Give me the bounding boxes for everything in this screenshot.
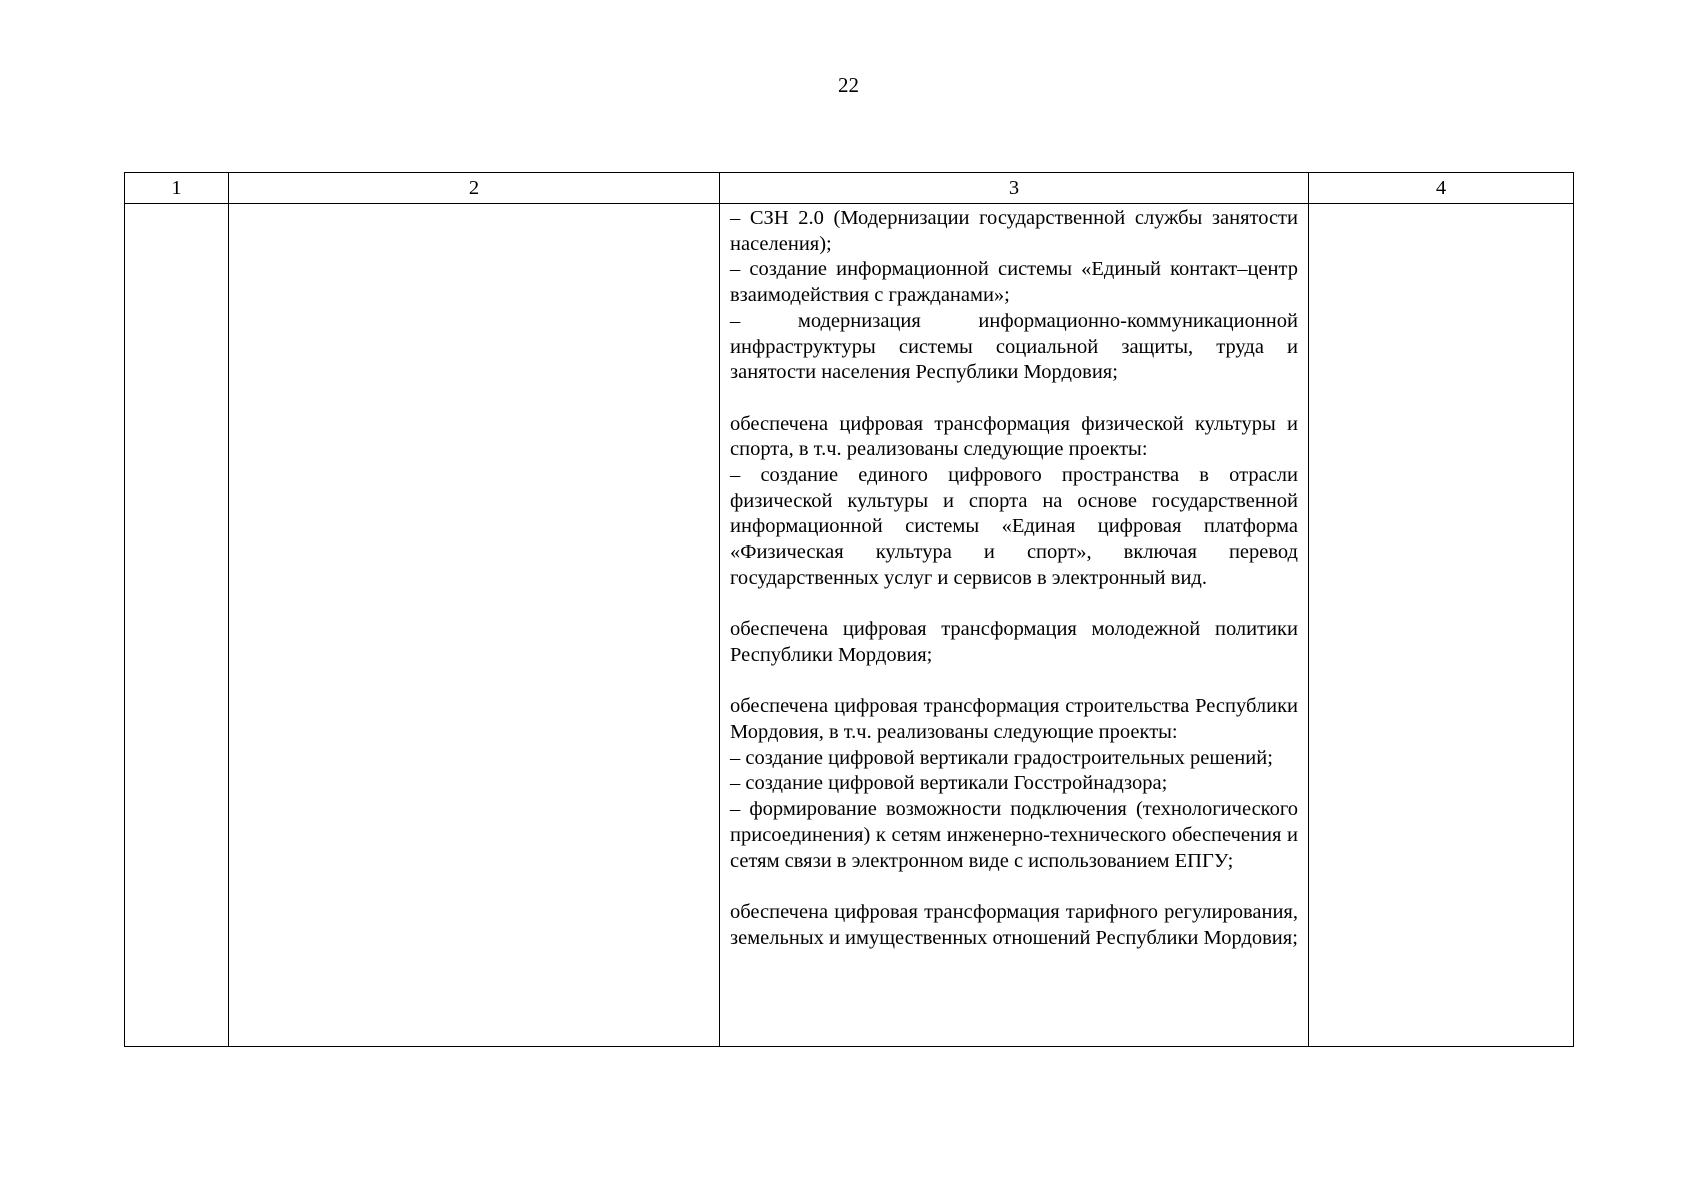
cell-col-3 <box>720 204 1309 1047</box>
cell-col-3-text <box>720 204 1308 1046</box>
cell-col-2 <box>229 204 720 1047</box>
column-header-1: 1 <box>125 173 229 204</box>
column-header-2: 2 <box>229 173 720 204</box>
table-header-row <box>125 173 1574 204</box>
paragraph-construction-transformation: обеспечена цифровая трансформация строительства Республики Мордовия, в т.ч. реализованы следующие проекты: <box>730 695 1298 744</box>
column-header-3: 3 <box>720 173 1309 204</box>
paragraph-ict-modernization: – модернизация информационно-коммуникационной инфраструктуры системы социальной защиты, труда и занятости населения Республики Мордовия; <box>730 309 1298 384</box>
paragraph-youth-policy: обеспечена цифровая трансформация молодежной политики Республики Мордовия; <box>730 618 1298 666</box>
document-table <box>124 172 1574 1047</box>
paragraph-szn: – СЗН 2.0 (Модернизации государственной службы занятости населения); <box>730 207 1298 255</box>
paragraph-gosstroynadzor: – создание цифровой вертикали Госстройнадзора; <box>730 772 1168 795</box>
paragraph-sport-platform: – создание единого цифрового пространства в отрасли физической культуры и спорта на основе государственной информационной системы «Единая цифровая платформа «Физическая культура и спорт», включая перевод государственных услуг и сервисов в электронный вид. <box>730 464 1298 589</box>
paragraph-sport-transformation: обеспечена цифровая трансформация физической культуры и спорта, в т.ч. реализованы следующие проекты: <box>730 412 1298 461</box>
paragraph-tariff-regulation: обеспечена цифровая трансформация тарифного регулирования, земельных и имущественных отношений Республики Мордовия; <box>730 900 1298 949</box>
cell-col-1 <box>125 204 229 1047</box>
paragraph-network-connection: – формирование возможности подключения (технологического присоединения) к сетям инженерно-технического обеспечения и сетям связи в электронном виде с использованием ЕПГУ; <box>730 798 1298 872</box>
page-number: 22 <box>838 73 859 97</box>
paragraph-contact-center: – создание информационной системы «Единый контакт–центр взаимодействия с гражданами»; <box>730 258 1298 307</box>
table-row <box>125 204 1574 1047</box>
cell-col-4 <box>1309 204 1574 1047</box>
paragraph-urban-planning: – создание цифровой вертикали градостроительных решений; <box>730 746 1273 769</box>
column-header-4: 4 <box>1309 173 1574 204</box>
